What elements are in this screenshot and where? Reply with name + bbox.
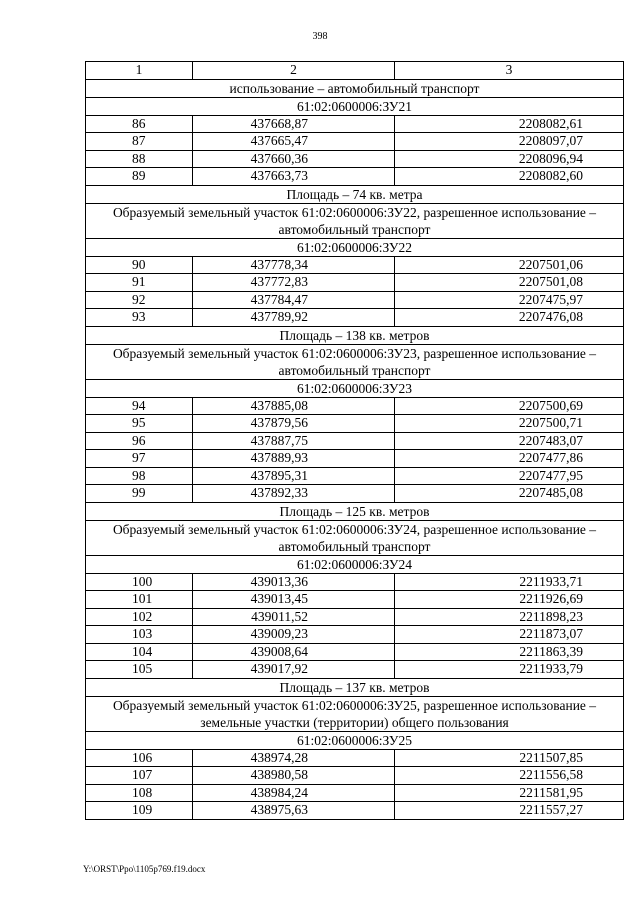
section-row [86,696,624,731]
coordinate-x: 437895,31 [193,467,395,485]
file-path-footer: Y:\ORST\Ppo\1105p769.f19.docx [83,864,206,874]
table-row [86,485,624,503]
column-header-3: 3 [395,62,624,80]
coordinate-y: 2208097,07 [395,133,624,151]
coordinate-y: 2207476,08 [395,309,624,327]
table-row [86,168,624,186]
coordinate-y: 2207483,07 [395,432,624,450]
coordinate-y: 2211557,27 [395,802,624,820]
coordinates-table [85,61,624,820]
coordinate-y: 2211507,85 [395,749,624,767]
section-row [86,238,624,256]
section-row [86,555,624,573]
coordinate-x: 437778,34 [193,256,395,274]
section-row [86,344,624,379]
section-row [86,520,624,555]
point-number: 104 [86,643,193,661]
point-number: 97 [86,450,193,468]
section-text: Образуемый земельный участок 61:02:0600006:ЗУ23, разрешенное использование – автомобильный транспорт [86,344,624,379]
coordinate-x: 437889,93 [193,450,395,468]
table-row [86,291,624,309]
section-text: 61:02:0600006:ЗУ24 [86,555,624,573]
coordinate-y: 2207501,08 [395,274,624,292]
section-text: Образуемый земельный участок 61:02:0600006:ЗУ25, разрешенное использование – земельные участки (территории) общего пользования [86,696,624,731]
table-row [86,661,624,679]
coordinate-x: 438974,28 [193,749,395,767]
coordinate-x: 439013,36 [193,573,395,591]
section-text: Площадь – 125 кв. метров [86,502,624,520]
section-text: Площадь – 138 кв. метров [86,326,624,344]
table-row [86,397,624,415]
coordinate-y: 2211873,07 [395,626,624,644]
coordinate-y: 2211556,58 [395,767,624,785]
point-number: 93 [86,309,193,327]
coordinate-x: 439017,92 [193,661,395,679]
coordinate-y: 2207501,06 [395,256,624,274]
table-row [86,467,624,485]
section-row [86,502,624,520]
coordinate-y: 2211926,69 [395,591,624,609]
point-number: 106 [86,749,193,767]
coordinate-y: 2208096,94 [395,150,624,168]
coordinate-x: 439009,23 [193,626,395,644]
coordinate-x: 438980,58 [193,767,395,785]
section-row [86,97,624,115]
page-number: 398 [312,31,328,42]
coordinate-y: 2208082,61 [395,115,624,133]
column-header-1: 1 [86,62,193,80]
section-text: Образуемый земельный участок 61:02:0600006:ЗУ22, разрешенное использование – автомобильный транспорт [86,203,624,238]
point-number: 87 [86,133,193,151]
section-text: Образуемый земельный участок 61:02:0600006:ЗУ24, разрешенное использование – автомобильный транспорт [86,520,624,555]
table-row [86,415,624,433]
coordinate-x: 439008,64 [193,643,395,661]
coordinate-x: 437887,75 [193,432,395,450]
point-number: 100 [86,573,193,591]
coordinate-y: 2211933,71 [395,573,624,591]
coordinate-x: 437789,92 [193,309,395,327]
coordinate-x: 438984,24 [193,784,395,802]
table-body [86,79,624,819]
point-number: 88 [86,150,193,168]
coordinate-y: 2207485,08 [395,485,624,503]
table-row [86,256,624,274]
coordinate-x: 437892,33 [193,485,395,503]
column-header-2: 2 [193,62,395,80]
coordinate-y: 2211581,95 [395,784,624,802]
coordinate-y: 2211933,79 [395,661,624,679]
coordinate-y: 2211898,23 [395,608,624,626]
section-text: Площадь – 74 кв. метра [86,185,624,203]
coordinate-x: 437879,56 [193,415,395,433]
coordinate-y: 2208082,60 [395,168,624,186]
point-number: 92 [86,291,193,309]
section-text: использование – автомобильный транспорт [86,79,624,97]
coordinate-y: 2211863,39 [395,643,624,661]
point-number: 101 [86,591,193,609]
point-number: 109 [86,802,193,820]
table-row [86,802,624,820]
section-text: 61:02:0600006:ЗУ23 [86,379,624,397]
point-number: 96 [86,432,193,450]
table-row [86,626,624,644]
point-number: 99 [86,485,193,503]
coordinate-y: 2207477,95 [395,467,624,485]
section-row [86,326,624,344]
section-row [86,731,624,749]
point-number: 95 [86,415,193,433]
point-number: 91 [86,274,193,292]
table-row [86,573,624,591]
table-row [86,150,624,168]
point-number: 94 [86,397,193,415]
table-row [86,274,624,292]
coordinate-x: 437784,47 [193,291,395,309]
section-text: 61:02:0600006:ЗУ22 [86,238,624,256]
table-row [86,591,624,609]
coordinate-x: 438975,63 [193,802,395,820]
point-number: 86 [86,115,193,133]
point-number: 103 [86,626,193,644]
point-number: 90 [86,256,193,274]
table-row [86,767,624,785]
table-row [86,643,624,661]
section-text: Площадь – 137 кв. метров [86,678,624,696]
coordinate-y: 2207500,69 [395,397,624,415]
table-row [86,432,624,450]
coordinate-x: 437665,47 [193,133,395,151]
section-text: 61:02:0600006:ЗУ21 [86,97,624,115]
coordinate-x: 439013,45 [193,591,395,609]
point-number: 102 [86,608,193,626]
coordinate-x: 437663,73 [193,168,395,186]
coordinate-x: 437668,87 [193,115,395,133]
coordinate-x: 439011,52 [193,608,395,626]
coordinate-y: 2207475,97 [395,291,624,309]
section-text: 61:02:0600006:ЗУ25 [86,731,624,749]
section-row [86,185,624,203]
table-row [86,133,624,151]
section-row [86,79,624,97]
point-number: 89 [86,168,193,186]
coordinate-x: 437660,36 [193,150,395,168]
table-row [86,749,624,767]
coordinate-x: 437885,08 [193,397,395,415]
section-row [86,203,624,238]
coordinate-y: 2207500,71 [395,415,624,433]
section-row [86,379,624,397]
coordinate-x: 437772,83 [193,274,395,292]
point-number: 105 [86,661,193,679]
table-row [86,450,624,468]
point-number: 107 [86,767,193,785]
coordinate-y: 2207477,86 [395,450,624,468]
point-number: 98 [86,467,193,485]
table-row [86,115,624,133]
header-row [86,62,624,80]
section-row [86,678,624,696]
table-row [86,608,624,626]
table-header [86,62,624,80]
point-number: 108 [86,784,193,802]
table-row [86,784,624,802]
table-row [86,309,624,327]
